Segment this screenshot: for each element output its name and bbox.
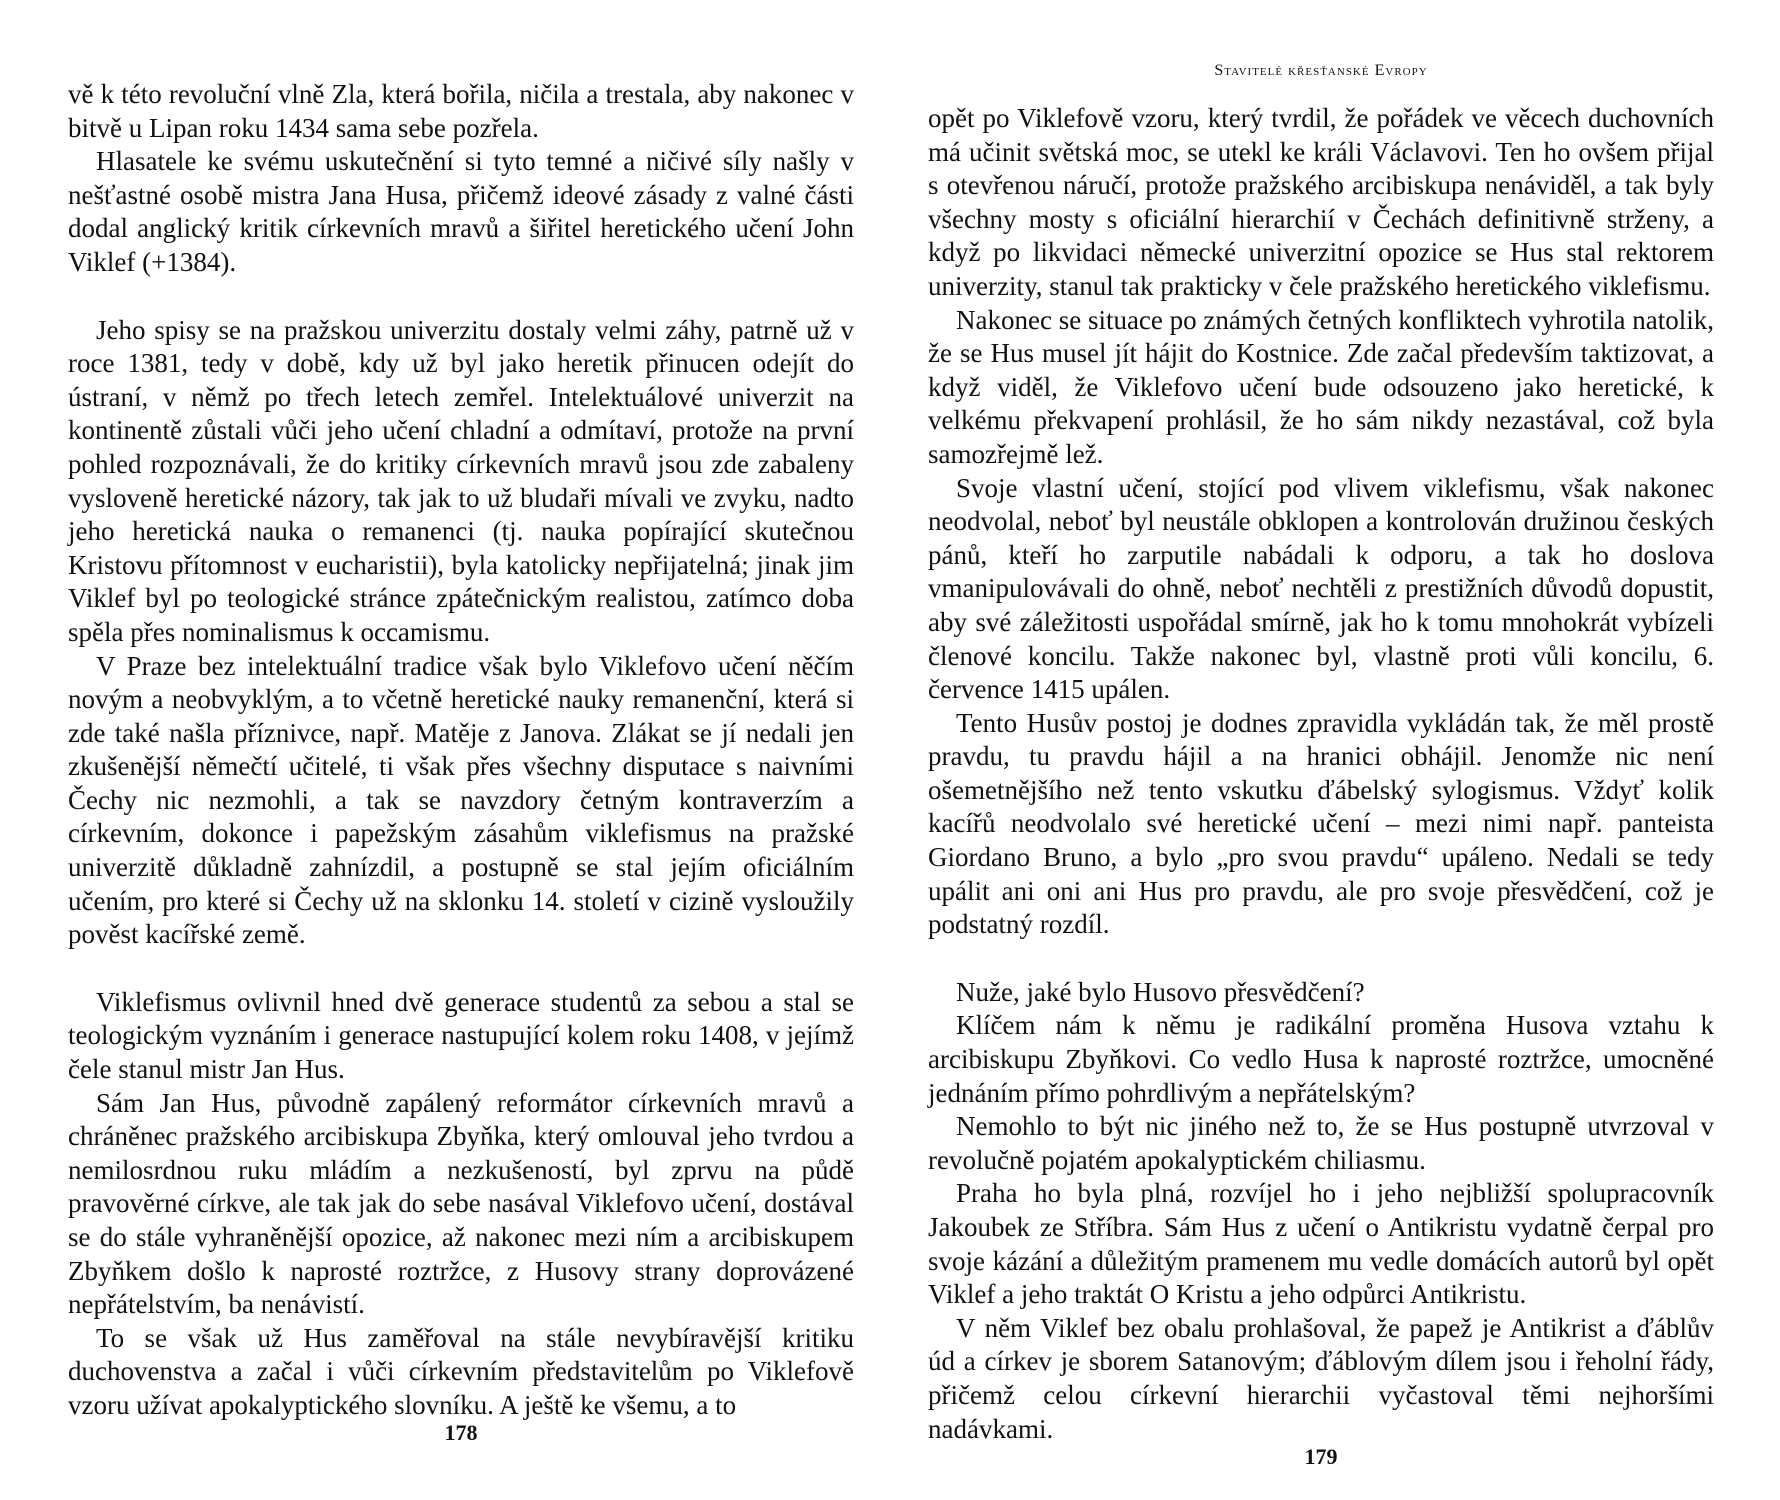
running-header: Stavitelé křesťanské Evropy [1214, 62, 1428, 79]
paragraph: Jeho spisy se na pražskou univerzitu dostaly velmi záhy, patrně už v roce 1381, tedy v době, kdy už byl jako heretik přinucen odejít do ústraní, v němž po třech letech zemřel. Intelektuálové univerzit na kontinentě zůstali vůči jeho učení chladní a odmítaví, protože na první pohled rozpoznávali, že do kritiky církevních mravů jsou zde zabaleny vysloveně heretické názory, tak jak to už bludaři mívali ve zvyku, nadto jeho heretická nauka o remanenci (tj. nauka popírající skutečnou Kristovu přítomnost v eucharistii), byla katolicky nepřijatelná; jinak jim Viklef byl po teologické stránce zpátečnickým realistou, zatímco doba spěla přes nominalismus k occamismu. [68, 314, 854, 647]
left-page [68, 0, 854, 1445]
paragraph: Praha ho byla plná, rozvíjel ho i jeho nejbližší spolupracovník Jakoubek ze Stříbra. Sám Hus z učení o Antikristu vydatně čerpal pro svoje kázání a důležitým pramenem mu vedle domácích autorů byl opět Viklef a jeho traktát O Kristu a jeho odpůrci Antikristu. [928, 1178, 1714, 1310]
paragraph: vě k této revoluční vlně Zla, která bořila, ničila a trestala, aby nakonec v bitvě u Lipan roku 1434 sama sebe pozřela. [68, 79, 854, 143]
paragraph: Klíčem nám k němu je radikální proměna Husova vztahu k arcibiskupu Zbyňkovi. Co vedlo Husa k naprosté roztržce, umocněné jednáním přímo pohrdlivým a nepřátelským? [928, 1010, 1714, 1108]
paragraph: To se však už Hus zaměřoval na stále nevybíravější kritiku duchovenstva a začal i vůči církevním představitelům po Viklefově vzoru užívat apokalyptického slovníku. A ještě ke všemu, a to [68, 1322, 854, 1420]
left-page-text [68, 78, 854, 1423]
page-number-left: 178 [444, 1420, 478, 1445]
paragraph: Tento Husův postoj je dodnes zpravidla vykládán tak, že měl prostě pravdu, tu pravdu hájil a na hranici obhájil. Jenomže nic není ošemetnějšího než tento vskutku ďábelský sylogismus. Vždyť kolik kacířů neodvolalo své heretické učení – mezi nimi např. panteista Giordano Bruno, a bylo „pro svou pravdu“ upáleno. Nedali se tedy upálit ani oni ani Hus pro pravdu, ale pro svoje přesvědčení, což je podstatný rozdíl. [928, 707, 1714, 940]
paragraph: Viklefismus ovlivnil hned dvě generace studentů za sebou a stal se teologickým vyznáním i generace nastupující kolem roku 1408, v jejímž čele stanul mistr Jan Hus. [68, 986, 854, 1085]
page-number-right: 179 [1304, 1444, 1338, 1469]
paragraph: Svoje vlastní učení, stojící pod vlivem viklefismu, však nakonec neodvolal, neboť byl neustále obklopen a kontrolován družinou českých pánů, kteří ho zarputile nabádali k odporu, a tak ho doslova vmanipulovávali do ohně, neboť nechtěli z prestižních důvodů dopustit, aby své záležitosti uspořádal smírně, jak ho k tomu mnohokrát vybízeli členové koncilu. Takže nakonec byl, vlastně proti vůli koncilu, 6. července 1415 upálen. [928, 472, 1714, 705]
right-page [928, 0, 1714, 1469]
paragraph: Nemohlo to být nic jiného než to, že se Hus postupně utvrzoval v revolučně pojatém apokalyptickém chiliasmu. [928, 1111, 1714, 1175]
paragraph: Nakonec se situace po známých četných konfliktech vyhrotila natolik, že se Hus musel jít hájit do Kostnice. Zde začal především taktizovat, a když viděl, že Viklefovo učení bude odsouzeno jako heretické, k velkému překvapení prohlásil, že ho sám nikdy nezastával, což byla samozřejmě lež. [928, 304, 1714, 469]
paragraph: Sám Jan Hus, původně zapálený reformátor církevních mravů a chráněnec pražského arcibiskupa Zbyňka, který omlouval jeho tvrdou a nemilosrdnou ruku mládím a nezkušeností, byl zprvu na půdě pravověrné církve, ale tak jak do sebe nasával Viklefovo učení, dostával se do stále vyhraněnější opozice, až nakonec mezi ním a arcibiskupem Zbyňkem došlo k naprosté roztržce, z Husovy strany doprovázené nepřátelstvím, ba nenávistí. [68, 1087, 854, 1320]
paragraph: Nuže, jaké bylo Husovo přesvědčení? [956, 976, 1365, 1007]
paragraph: V Praze bez intelektuální tradice však bylo Viklefovo učení něčím novým a neobvyklým, a to včetně heretické nauky remanenční, která si zde také našla příznivce, např. Matěje z Janova. Zlákat se jí nedali jen zkušenější němečtí učitelé, ti však přes všechny disputace s naivními Čechy nic nezmohli, a tak se navzdory četným kontraverzím a církevním, dokonce i papežským zásahům viklefismus na pražské univerzitě důkladně zahnízdil, a postupně se stal jejím oficiálním učením, pro které si Čechy už na sklonku 14. století v cizině vysloužily pověst kacířské země. [68, 650, 854, 950]
paragraph: opět po Viklefově vzoru, který tvrdil, že pořádek ve věcech duchovních má učinit světská moc, se utekl ke králi Václavovi. Ten ho ovšem přijal s otevřenou náručí, protože pražského arcibiskupa nenáviděl, a tak byly všechny mosty s oficiální hierarchií v Čechách definitivně strženy, a když po likvidaci německé univerzitní opozice se Hus stal rektorem univerzity, stanul tak prakticky v čele pražského heretického viklefismu. [928, 103, 1714, 301]
right-page-text [928, 102, 1714, 1446]
paragraph: Hlasatele ke svému uskutečnění si tyto temné a ničivé síly našly v nešťastné osobě mistra Jana Husa, přičemž ideové zásady z valné části dodal anglický kritik církevních mravů a šiřitel heretického učení John Viklef (+1384). [68, 146, 854, 277]
paragraph: V něm Viklef bez obalu prohlašoval, že papež je Antikrist a ďáblův úd a církev je sborem Satanovým; ďáblovým dílem jsou i řeholní řády, přičemž celou církevní hierarchii vyčastoval těmi nejhoršími nadávkami. [928, 1312, 1714, 1444]
